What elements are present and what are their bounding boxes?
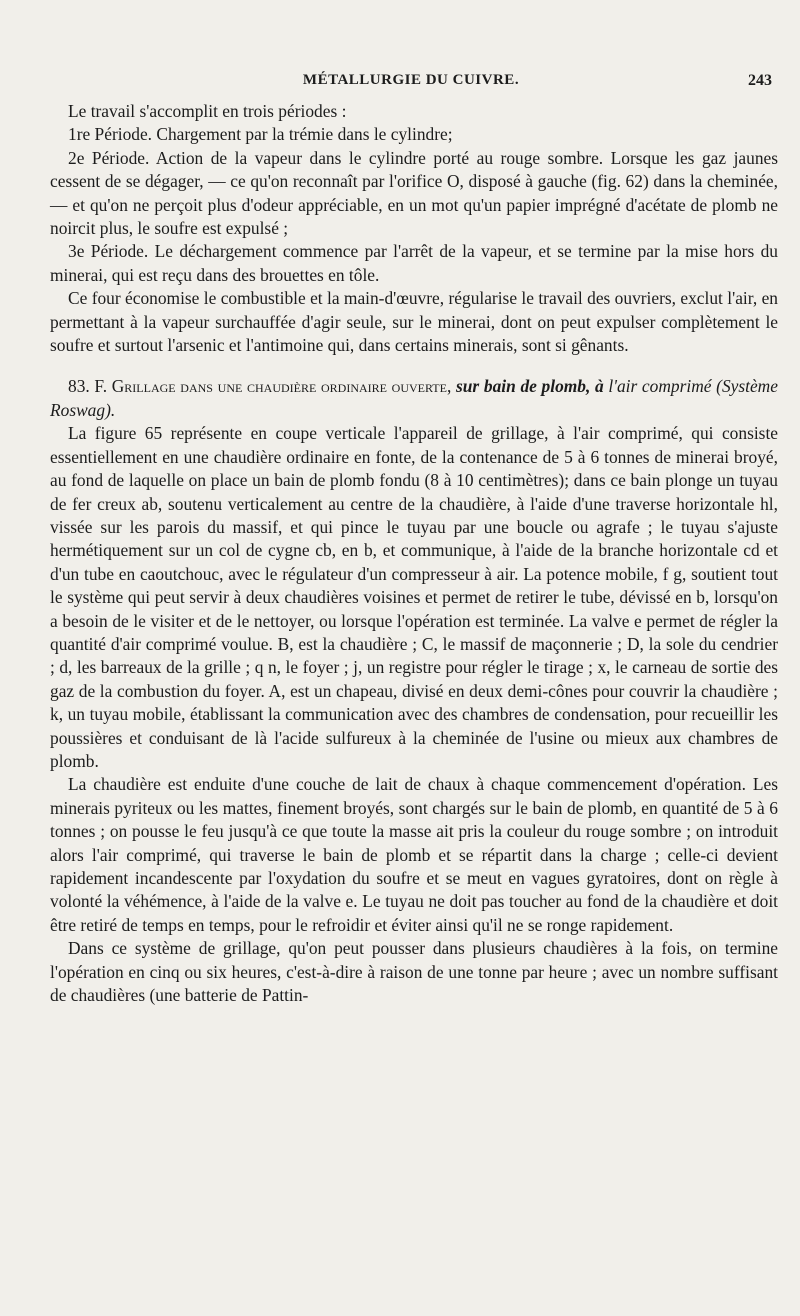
section-title-bold: sur bain de plomb, à [455, 376, 604, 397]
page-number: 243 [748, 72, 772, 89]
paragraph-intro: Le travail s'accomplit en trois périodes : [68, 101, 347, 121]
section-number: 83. F. [68, 376, 108, 397]
paragraph-period-2: 2e Période. Action de la vapeur dans le cylindre porté au rouge sombre. Lorsque les gaz jaunes cessent de se dégager, — ce qu'on reconnaît par l'orifice O, disposé à gauche (fig. 62) dans la cheminée, — et qu'on ne perçoit plus d'odeur appréciable, en un mot qu'un papier imprégné d'acétate de plomb ne noircit plus, le soufre est expulsé ; [50, 147, 778, 239]
running-title: MÉTALLURGIE DU CUIVRE. [302, 72, 520, 88]
paragraph-period-1: 1re Période. Chargement par la trémie dans le cylindre; [68, 124, 453, 145]
section-heading-83 [50, 375, 778, 422]
section-title-caps: Grillage dans une chaudière ordinaire ouverte, [111, 376, 452, 397]
paragraph-figure-65: La figure 65 représente en coupe verticale l'appareil de grillage, à l'air comprimé, qui consiste essentiellement en une chaudière ordinaire en fonte, de la contenance de 5 à 6 tonnes de minerai broyé, au fond de laquelle on place un bain de plomb fondu (8 à 10 centimètres); dans ce bain plonge un tuyau de fer creux ab, soutenu verticalement au centre de la chaudière, à l'aide d'une traverse horizontale hl, vissée sur les parois du massif, et qui pince le tuyau par une boucle ou agrafe ; le tuyau s'ajuste hermétiquement sur un col de cygne cb, en b, et communique, à l'aide de la branche horizontale cd et d'un tube en caoutchouc, avec le régulateur d'un compresseur à air. La potence mobile, f g, soutient tout le système qui peut servir à deux chaudières voisines et permet de retirer le tube, dévissé en b, lorsqu'on a besoin de le visiter et de le nettoyer, ou lorsque l'opération est terminée. La valve e permet de régler la quantité d'air comprimé voulue. B, est la chaudière ; C, le massif de maçonnerie ; D, la sole du cendrier ; d, les barreaux de la grille ; q n, le foyer ; j, un registre pour régler le tirage ; x, le carneau de sortie des gaz de la combustion du foyer. A, est un chapeau, divisé en deux demi-cônes pour couvrir la chaudière ; k, un tuyau mobile, établissant la communication avec des chambres de condensation, pour recueillir les poussières et conduisant de là l'acide sulfureux à la cheminée de l'usine ou mieux aux chambres de plomb. [50, 423, 778, 771]
paragraph-operation: La chaudière est enduite d'une couche de lait de chaux à chaque commencement d'opération. Les minerais pyriteux ou les mattes, finement broyés, sont chargés sur le bain de plomb, en quantité de 5 à 6 tonnes ; on pousse le feu jusqu'à ce que toute la masse ait pris la couleur du rouge sombre ; on introduit alors l'air comprimé, qui traverse le bain de plomb et se répartit dans la charge ; celle-ci devient rapidement incandescente par l'oxydation du soufre et se meut en vagues gyratoires, dont on règle à volonté la véhémence, à l'aide de la valve e. Le tuyau ne doit pas toucher au fond de la chaudière et doit être retiré de temps en temps, pour le refroidir et éviter ainsi qu'il ne se ronge rapidement. [50, 774, 778, 935]
page-header [50, 72, 772, 94]
paragraph-capacity: Dans ce système de grillage, qu'on peut pousser dans plusieurs chaudières à la fois, on termine l'opération en cinq ou six heures, c'est-à-dire à raison de une tonne par heure ; avec un nombre suffisant de chaudières (une batterie de Pattin- [50, 938, 778, 1006]
section-title-tail: l'air comprimé (Système Roswag). [50, 376, 778, 420]
paragraph-furnace-benefits: Ce four économise le combustible et la main-d'œuvre, régularise le travail des ouvriers, exclut l'air, en permettant à la vapeur surchauffée d'agir seule, sur le minerai, dont on peut expulser complètement le soufre et surtout l'arsenic et l'antimoine qui, dans certains minerais, sont si gênants. [50, 288, 778, 356]
body-text [50, 100, 778, 1007]
paragraph-period-3: 3e Période. Le déchargement commence par l'arrêt de la vapeur, et se termine par la mise hors du minerai, qui est reçu dans des brouettes en tôle. [50, 241, 778, 285]
